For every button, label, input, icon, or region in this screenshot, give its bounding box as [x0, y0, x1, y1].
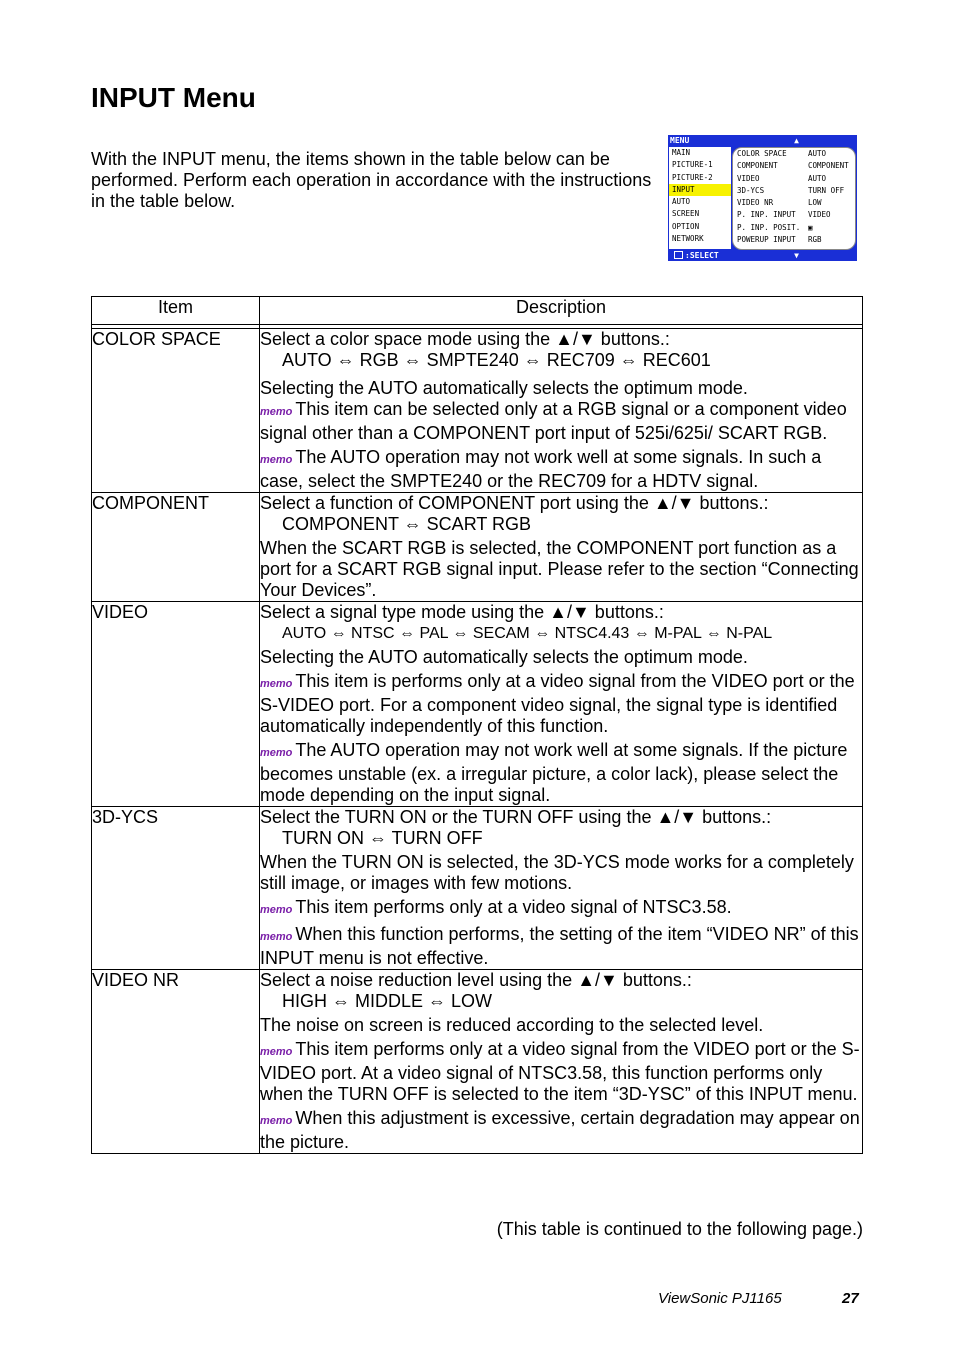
osd-row-value: ▣ — [808, 222, 813, 232]
row-body: The noise on screen is reduced according to the selected level. — [260, 1015, 764, 1035]
memo-note — [260, 924, 862, 969]
osd-left-item: PICTURE-1 — [672, 160, 713, 170]
row-description — [260, 602, 863, 807]
osd-row-value: VIDEO — [808, 210, 831, 220]
osd-footer-label: :SELECT — [685, 251, 719, 260]
table-row — [92, 970, 863, 1154]
osd-row-key: COLOR SPACE — [737, 149, 787, 158]
row-body: Selecting the AUTO automatically selects the optimum mode. — [260, 378, 748, 398]
osd-row-key: VIDEO — [737, 173, 760, 183]
osd-down-arrow-icon: ▼ — [794, 251, 799, 260]
memo-icon: memo — [260, 1046, 293, 1058]
osd-left-item: PICTURE-2 — [672, 172, 713, 182]
osd-row-key: 3D-YCS — [737, 185, 765, 195]
memo-text: When this adjustment is excessive, certain degradation may appear on the picture. — [260, 1108, 860, 1152]
row-options: HIGH ⇔ MIDDLE ⇔ LOW — [282, 991, 493, 1011]
row-body: Selecting the AUTO automatically selects the optimum mode. — [260, 647, 748, 667]
header-item: Item — [92, 297, 260, 325]
osd-left-item: AUTO — [672, 197, 691, 207]
osd-row-value: TURN OFF — [808, 185, 845, 195]
osd-row-value: COMPONENT — [808, 161, 849, 171]
row-item: COMPONENT — [92, 493, 260, 602]
osd-header: MENU — [670, 136, 690, 145]
memo-note — [260, 399, 862, 444]
row-lead: Select a function of COMPONENT port using the ▲/▼ buttons.: — [260, 493, 769, 513]
memo-note — [260, 447, 862, 492]
memo-icon: memo — [260, 1115, 293, 1127]
memo-text: This item can be selected only at a RGB signal or a component video signal other than a COMPONENT port input of 525i/625i/ SCART RGB. — [260, 399, 847, 443]
page-number: 27 — [842, 1290, 859, 1307]
row-description — [260, 807, 863, 970]
row-description — [260, 493, 863, 602]
memo-text: This item performs only at a video signal from the VIDEO port or the S-VIDEO port. At a video signal of NTSC3.58, this function performs only when the TURN OFF is selected to the item “3D-YSC” of this INPUT menu. — [260, 1039, 860, 1104]
continued-note: (This table is continued to the following page.) — [496, 1219, 863, 1239]
osd-row-key: COMPONENT — [737, 161, 778, 171]
memo-text: When this function performs, the setting of the item “VIDEO NR” of this INPUT menu is not effective. — [260, 924, 859, 968]
osd-row-key: P. INP. POSIT. — [737, 222, 801, 232]
row-lead: Select the TURN ON or the TURN OFF using the ▲/▼ buttons.: — [260, 807, 772, 827]
osd-row — [733, 197, 855, 209]
memo-note — [260, 671, 862, 737]
row-lead: Select a signal type mode using the ▲/▼ buttons.: — [260, 602, 664, 622]
page-title: INPUT Menu — [91, 82, 256, 113]
osd-row — [733, 222, 855, 234]
row-body: When the SCART RGB is selected, the COMPONENT port function as a port for a SCART RGB signal input. Please refer to the section “Connecting Your Devices”. — [260, 538, 859, 600]
row-options: TURN ON ⇔ TURN OFF — [282, 828, 483, 848]
table-row — [92, 329, 863, 493]
osd-row-value: AUTO — [808, 149, 827, 158]
osd-row-value: LOW — [808, 198, 822, 208]
memo-note — [260, 897, 862, 921]
osd-submenu — [732, 147, 856, 250]
memo-text: This item performs only at a video signal of NTSC3.58. — [295, 897, 732, 917]
intro-paragraph: With the INPUT menu, the items shown in the table below can be performed. Perform each operation in accordance with the instructions in the table below. — [91, 149, 652, 211]
osd-row — [733, 234, 855, 246]
table-row — [92, 807, 863, 970]
osd-left-item: OPTION — [672, 221, 700, 231]
memo-icon: memo — [260, 406, 293, 418]
osd-left-item: NETWORK — [672, 234, 704, 244]
memo-text: This item is performs only at a video signal from the VIDEO port or the S-VIDEO port. For a component video signal, the signal type is identified automatically independently of this function. — [260, 671, 855, 736]
osd-row-key: POWERUP INPUT — [737, 235, 796, 245]
osd-row-key: VIDEO NR — [737, 198, 774, 208]
row-options: COMPONENT ⇔ SCART RGB — [282, 514, 532, 534]
row-description — [260, 970, 863, 1154]
osd-row-value: RGB — [808, 235, 822, 245]
memo-note — [260, 1039, 862, 1105]
table-row — [92, 493, 863, 602]
osd-row-key: P. INP. INPUT — [737, 210, 796, 220]
footer-brand: ViewSonic PJ1165 — [658, 1290, 782, 1307]
osd-row — [733, 173, 855, 185]
select-key-icon — [674, 251, 683, 259]
osd-row — [733, 209, 855, 221]
osd-row — [733, 148, 855, 160]
osd-up-arrow-icon: ▲ — [794, 136, 799, 145]
table-row — [92, 602, 863, 807]
row-item: VIDEO NR — [92, 970, 260, 1154]
memo-icon: memo — [260, 747, 293, 759]
row-item: COLOR SPACE — [92, 329, 260, 493]
memo-note — [260, 740, 862, 806]
row-options: AUTO ⇔ RGB ⇔ SMPTE240 ⇔ REC709 ⇔ REC601 — [282, 350, 711, 370]
osd-row-value: AUTO — [808, 173, 827, 183]
row-description — [260, 329, 863, 493]
row-options: AUTO ⇔ NTSC ⇔ PAL ⇔ SECAM ⇔ NTSC4.43 ⇔ M-PAL ⇔ N-PAL — [282, 625, 773, 642]
osd-footer — [674, 251, 719, 260]
memo-icon: memo — [260, 454, 293, 466]
memo-text: The AUTO operation may not work well at some signals. If the picture becomes unstable (ex. a irregular picture, a color lack), please select the mode depending on the input signal. — [260, 740, 848, 805]
osd-left-menu — [669, 147, 731, 249]
row-lead: Select a noise reduction level using the ▲/▼ buttons.: — [260, 970, 692, 990]
row-item: VIDEO — [92, 602, 260, 807]
row-item: 3D-YCS — [92, 807, 260, 970]
row-body: When the TURN ON is selected, the 3D-YCS mode works for a completely still image, or images with few motions. — [260, 852, 854, 893]
memo-text: The AUTO operation may not work well at some signals. In such a case, select the SMPTE240 or the REC709 for a HDTV signal. — [260, 447, 822, 491]
row-lead: Select a color space mode using the ▲/▼ buttons.: — [260, 329, 670, 349]
osd-menu-illustration — [668, 135, 857, 261]
memo-icon: memo — [260, 678, 293, 690]
input-menu-table — [91, 296, 863, 1154]
memo-icon: memo — [260, 904, 293, 916]
table-header-row — [92, 297, 863, 325]
osd-left-item: MAIN — [672, 148, 691, 157]
memo-note — [260, 1108, 862, 1153]
osd-row — [733, 185, 855, 197]
osd-left-item-selected: INPUT — [669, 184, 731, 196]
osd-left-item: SCREEN — [672, 209, 700, 219]
header-description: Description — [260, 297, 863, 325]
memo-icon: memo — [260, 931, 293, 943]
osd-row — [733, 160, 855, 172]
